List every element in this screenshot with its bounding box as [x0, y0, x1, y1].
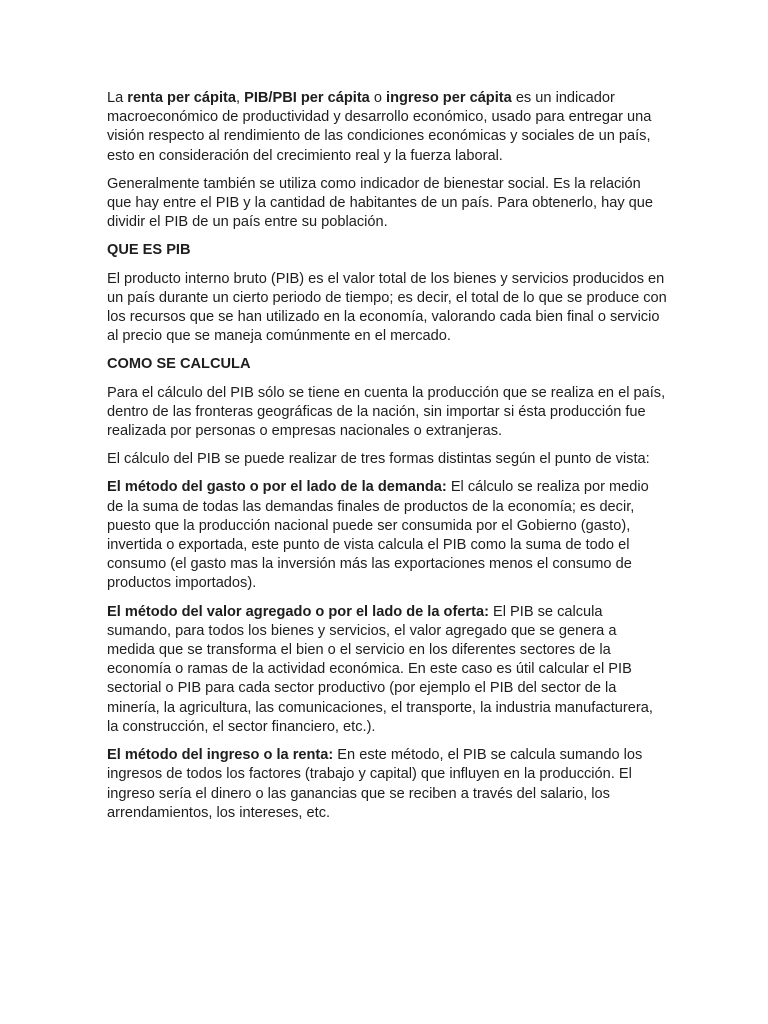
bienestar-paragraph: Generalmente también se utiliza como indicador de bienestar social. Es la relación que hay entre el PIB y la cantidad de habitantes de un país. Para obtenerlo, hay que dividir el PIB de un país entre su población.	[107, 175, 654, 231]
metodo-valor-text: El PIB se calcula sumando, para todos los bienes y servicios, el valor agregado que se genera a medida que se transforma el bien o el servicio en los diferentes sectores de la economía o ramas de la actividad económica. En este caso es útil calcular el PIB sectorial o PIB para cada sector productivo (por ejemplo el PIB del sector de la minería, la agricultura, las comunicaciones, el transporte, la industria manufacturera, la construcción, el sector financiero, etc.).	[107, 603, 653, 735]
metodo-ingreso-paragraph	[107, 746, 667, 823]
intro-text-3: o	[369, 90, 387, 106]
intro-paragraph	[107, 89, 667, 166]
metodo-valor-label: El método del valor agregado o por el lado de la oferta:	[107, 603, 489, 620]
metodo-gasto-paragraph	[107, 478, 667, 593]
metodo-valor-paragraph	[107, 603, 667, 737]
metodo-ingreso-label: El método del ingreso o la renta:	[107, 747, 334, 764]
term-pib-pbi-per-capita: PIB/PBI per cápita	[244, 90, 370, 106]
como-paragraph-1: Para el cálculo del PIB sólo se tiene en cuenta la producción que se realiza en el país, dentro de las fronteras geográficas de la nación, sin importar si ésta producción fue realizada por personas o empresas nacionales o extranjeras.	[107, 384, 666, 440]
heading-que-es-pib: QUE ES PIB	[107, 242, 191, 259]
que-es-pib-paragraph: El producto interno bruto (PIB) es el valor total de los bienes y servicios producidos en un país durante un cierto periodo de tiempo; es decir, el total de lo que se produce con los recursos que se han utilizado en la economía, valorando cada bien final o servicio al precio que se maneja comúnmente en el mercado.	[107, 270, 667, 345]
intro-text-4: es un indicador macroeconómico de productividad y desarrollo económico, usado para entregar una visión respecto al rendimiento de las condiciones económicas y sociales de un país, esto en consideración del crecimiento real y la fuerza laboral.	[107, 90, 652, 164]
como-paragraph-2: El cálculo del PIB se puede realizar de tres formas distintas según el punto de vista:	[107, 451, 650, 468]
document-page	[107, 89, 667, 832]
heading-como-se-calcula: COMO SE CALCULA	[107, 356, 251, 373]
intro-text-1: La	[107, 90, 128, 106]
metodo-gasto-text: El cálculo se realiza por medio de la suma de todas las demandas finales de productos de la economía; es decir, puesto que la producción nacional puede ser consumida por el Gobierno (gasto), invertida o exportada, este punto de vista calcula el PIB como la suma de todo el consumo (el gasto mas la inversión más las exportaciones menos el consumo de productos importados).	[107, 479, 649, 592]
metodo-gasto-label: El método del gasto o por el lado de la demanda:	[107, 479, 447, 496]
term-renta-per-capita: renta per cápita	[127, 90, 236, 106]
term-ingreso-per-capita: ingreso per cápita	[386, 90, 512, 106]
metodo-ingreso-text: En este método, el PIB se calcula sumando los ingresos de todos los factores (trabajo y capital) que influyen en la producción. El ingreso sería el dinero o las ganancias que se reciben a través del salario, los arrendamientos, los intereses, etc.	[107, 747, 643, 821]
intro-text-2: ,	[235, 90, 245, 106]
